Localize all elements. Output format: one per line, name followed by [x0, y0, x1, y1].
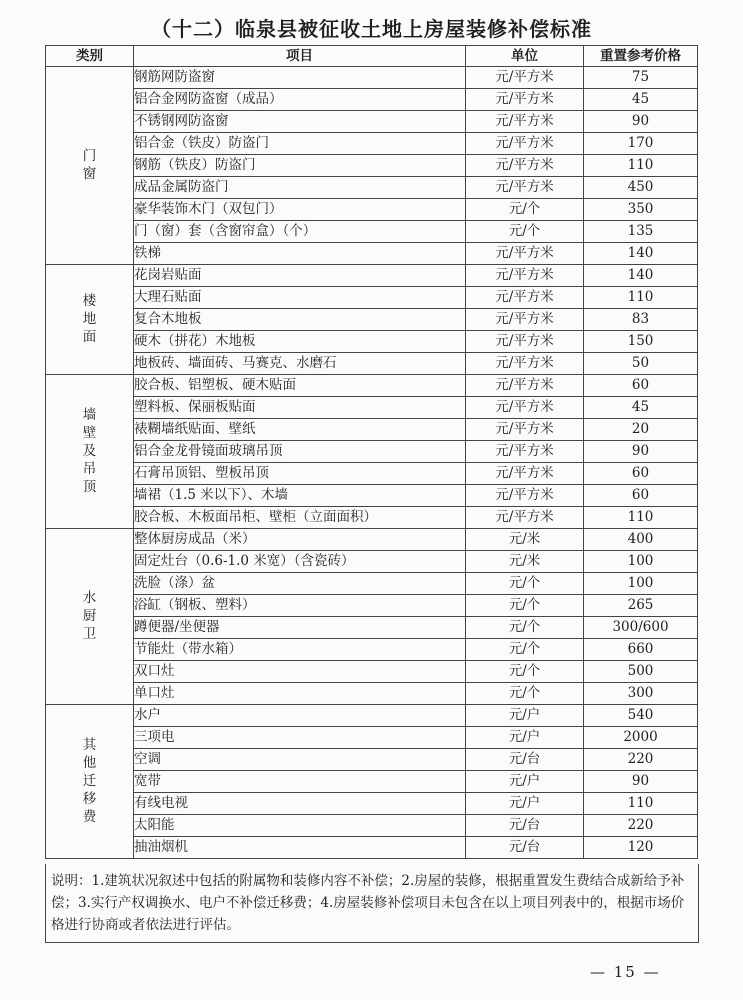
- price-cell: 300: [584, 683, 698, 705]
- header-item: 项目: [134, 46, 466, 67]
- unit-cell: 元/平方米: [466, 177, 584, 199]
- unit-cell: 元/平方米: [466, 243, 584, 265]
- unit-cell: 元/平方米: [466, 441, 584, 463]
- item-cell: 单口灶: [134, 683, 466, 705]
- unit-cell: 元/个: [466, 617, 584, 639]
- table-row: [46, 177, 698, 199]
- table-row: [46, 353, 698, 375]
- table-row: [46, 639, 698, 661]
- table-row: [46, 617, 698, 639]
- table-header-row: [46, 46, 698, 67]
- price-cell: 110: [584, 793, 698, 815]
- category-cell: [46, 265, 134, 375]
- item-cell: 钢筋（铁皮）防盗门: [134, 155, 466, 177]
- page-title: （十二）临泉县被征收土地上房屋装修补偿标准: [151, 17, 592, 41]
- table-row: [46, 441, 698, 463]
- table-row: [46, 265, 698, 287]
- table-row: [46, 683, 698, 705]
- item-cell: 整体厨房成品（米）: [134, 529, 466, 551]
- price-cell: 300/600: [584, 617, 698, 639]
- unit-cell: 元/平方米: [466, 463, 584, 485]
- table-row: [46, 837, 698, 859]
- item-cell: 铁梯: [134, 243, 466, 265]
- item-cell: 豪华装饰木门（双包门）: [134, 199, 466, 221]
- item-cell: 双口灶: [134, 661, 466, 683]
- price-cell: 140: [584, 243, 698, 265]
- table-row: [46, 463, 698, 485]
- price-cell: 660: [584, 639, 698, 661]
- table-row: [46, 551, 698, 573]
- unit-cell: 元/平方米: [466, 353, 584, 375]
- item-cell: 有线电视: [134, 793, 466, 815]
- table-row: [46, 67, 698, 89]
- unit-cell: 元/个: [466, 661, 584, 683]
- price-cell: 90: [584, 771, 698, 793]
- unit-cell: 元/台: [466, 837, 584, 859]
- unit-cell: 元/户: [466, 705, 584, 727]
- category-label: 楼地面: [82, 292, 97, 345]
- item-cell: 大理石贴面: [134, 287, 466, 309]
- category-label: 其他迁移费: [82, 736, 97, 825]
- item-cell: 墙裙（1.5 米以下）、木墙: [134, 485, 466, 507]
- price-cell: 90: [584, 441, 698, 463]
- unit-cell: 元/台: [466, 815, 584, 837]
- category-cell: [46, 375, 134, 529]
- item-cell: 水户: [134, 705, 466, 727]
- item-cell: 空调: [134, 749, 466, 771]
- unit-cell: 元/平方米: [466, 133, 584, 155]
- price-cell: 170: [584, 133, 698, 155]
- table-row: [46, 199, 698, 221]
- unit-cell: 元/平方米: [466, 309, 584, 331]
- item-cell: 花岗岩贴面: [134, 265, 466, 287]
- category-cell: [46, 529, 134, 705]
- item-cell: 铝合金网防盗窗（成品）: [134, 89, 466, 111]
- price-cell: 60: [584, 485, 698, 507]
- item-cell: 三项电: [134, 727, 466, 749]
- price-cell: 150: [584, 331, 698, 353]
- category-label: 水厨卫: [82, 589, 97, 642]
- category-label: 墙壁及吊顶: [82, 406, 97, 495]
- price-cell: 100: [584, 551, 698, 573]
- item-cell: 蹲便器/坐便器: [134, 617, 466, 639]
- price-cell: 500: [584, 661, 698, 683]
- page-number: — 15 —: [590, 963, 661, 981]
- category-label: 门窗: [82, 147, 97, 182]
- unit-cell: 元/个: [466, 595, 584, 617]
- price-cell: 60: [584, 375, 698, 397]
- table-row: [46, 749, 698, 771]
- unit-cell: 元/个: [466, 199, 584, 221]
- price-cell: 60: [584, 463, 698, 485]
- category-cell: [46, 705, 134, 859]
- price-cell: 220: [584, 815, 698, 837]
- compensation-table: [45, 45, 698, 859]
- unit-cell: 元/个: [466, 221, 584, 243]
- unit-cell: 元/平方米: [466, 155, 584, 177]
- table-row: [46, 727, 698, 749]
- table-row: [46, 815, 698, 837]
- price-cell: 110: [584, 155, 698, 177]
- table-row: [46, 309, 698, 331]
- unit-cell: 元/平方米: [466, 67, 584, 89]
- header-unit: 单位: [466, 46, 584, 67]
- unit-cell: 元/个: [466, 573, 584, 595]
- note-text: 说明：1.建筑状况叙述中包括的附属物和装修内容不补偿；2.房屋的装修，根据重置发生费结合成新给予补偿；3.实行产权调换水、电户不补偿迁移费；4.房屋装修补偿项目未包含在以上项目列表中的，根据市场价格进行协商或者依法进行评估。: [45, 864, 699, 943]
- unit-cell: 元/户: [466, 727, 584, 749]
- table-row: [46, 705, 698, 727]
- price-cell: 75: [584, 67, 698, 89]
- price-cell: 20: [584, 419, 698, 441]
- item-cell: 抽油烟机: [134, 837, 466, 859]
- item-cell: 胶合板、木板面吊柜、壁柜（立面面积）: [134, 507, 466, 529]
- table-row: [46, 331, 698, 353]
- table-row: [46, 133, 698, 155]
- unit-cell: 元/平方米: [466, 89, 584, 111]
- item-cell: 裱糊墙纸贴面、壁纸: [134, 419, 466, 441]
- unit-cell: 元/平方米: [466, 265, 584, 287]
- table-row: [46, 661, 698, 683]
- item-cell: 钢筋网防盗窗: [134, 67, 466, 89]
- unit-cell: 元/平方米: [466, 397, 584, 419]
- unit-cell: 元/户: [466, 793, 584, 815]
- price-cell: 2000: [584, 727, 698, 749]
- item-cell: 成品金属防盗门: [134, 177, 466, 199]
- unit-cell: 元/米: [466, 529, 584, 551]
- price-cell: 45: [584, 89, 698, 111]
- price-cell: 110: [584, 287, 698, 309]
- table-body: [46, 67, 698, 859]
- item-cell: 胶合板、铝塑板、硬木贴面: [134, 375, 466, 397]
- header-category: 类别: [46, 46, 134, 67]
- item-cell: 太阳能: [134, 815, 466, 837]
- table-row: [46, 375, 698, 397]
- price-cell: 140: [584, 265, 698, 287]
- price-cell: 120: [584, 837, 698, 859]
- price-cell: 350: [584, 199, 698, 221]
- unit-cell: 元/个: [466, 683, 584, 705]
- unit-cell: 元/户: [466, 771, 584, 793]
- item-cell: 铝合金龙骨镜面玻璃吊顶: [134, 441, 466, 463]
- item-cell: 固定灶台（0.6-1.0 米宽）（含瓷砖）: [134, 551, 466, 573]
- item-cell: 硬木（拼花）木地板: [134, 331, 466, 353]
- price-cell: 45: [584, 397, 698, 419]
- item-cell: 浴缸（钢板、塑料）: [134, 595, 466, 617]
- item-cell: 铝合金（铁皮）防盗门: [134, 133, 466, 155]
- price-cell: 110: [584, 507, 698, 529]
- unit-cell: 元/平方米: [466, 331, 584, 353]
- category-cell: [46, 67, 134, 265]
- price-cell: 90: [584, 111, 698, 133]
- item-cell: 节能灶（带水箱）: [134, 639, 466, 661]
- price-cell: 220: [584, 749, 698, 771]
- table-row: [46, 89, 698, 111]
- table-row: [46, 595, 698, 617]
- table-row: [46, 529, 698, 551]
- unit-cell: 元/平方米: [466, 419, 584, 441]
- unit-cell: 元/米: [466, 551, 584, 573]
- table-row: [46, 771, 698, 793]
- unit-cell: 元/台: [466, 749, 584, 771]
- price-cell: 265: [584, 595, 698, 617]
- unit-cell: 元/平方米: [466, 375, 584, 397]
- item-cell: 门（窗）套（含窗帘盒）（个）: [134, 221, 466, 243]
- table-row: [46, 485, 698, 507]
- table-row: [46, 243, 698, 265]
- table-row: [46, 287, 698, 309]
- unit-cell: 元/个: [466, 639, 584, 661]
- table-row: [46, 419, 698, 441]
- price-cell: 100: [584, 573, 698, 595]
- table-row: [46, 573, 698, 595]
- unit-cell: 元/平方米: [466, 287, 584, 309]
- table-row: [46, 155, 698, 177]
- item-cell: 复合木地板: [134, 309, 466, 331]
- item-cell: 石膏吊顶铝、塑板吊顶: [134, 463, 466, 485]
- item-cell: 塑料板、保丽板贴面: [134, 397, 466, 419]
- table-row: [46, 221, 698, 243]
- price-cell: 135: [584, 221, 698, 243]
- table-row: [46, 793, 698, 815]
- header-price: 重置参考价格: [584, 46, 698, 67]
- price-cell: 50: [584, 353, 698, 375]
- item-cell: 不锈钢网防盗窗: [134, 111, 466, 133]
- item-cell: 宽带: [134, 771, 466, 793]
- price-cell: 83: [584, 309, 698, 331]
- table-row: [46, 111, 698, 133]
- table-row: [46, 397, 698, 419]
- item-cell: 地板砖、墙面砖、马赛克、水磨石: [134, 353, 466, 375]
- price-cell: 540: [584, 705, 698, 727]
- unit-cell: 元/平方米: [466, 111, 584, 133]
- price-cell: 450: [584, 177, 698, 199]
- price-cell: 400: [584, 529, 698, 551]
- unit-cell: 元/平方米: [466, 485, 584, 507]
- item-cell: 洗脸（涤）盆: [134, 573, 466, 595]
- table-row: [46, 507, 698, 529]
- unit-cell: 元/平方米: [466, 507, 584, 529]
